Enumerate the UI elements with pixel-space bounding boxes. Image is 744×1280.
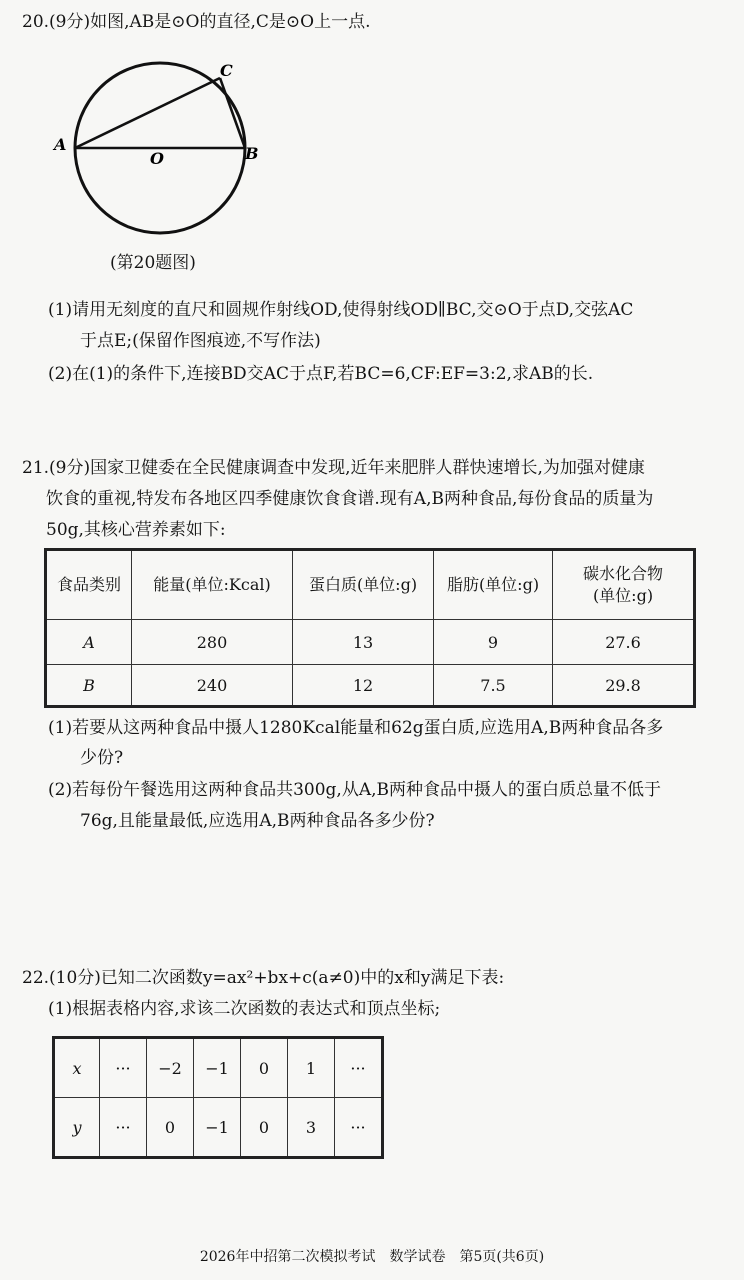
header-cell: 蛋白质(单位:g) [293, 550, 434, 620]
q20-part2: (2)在(1)的条件下,连接BD交AC于点F,若BC=6,CF:EF=3:2,求AB的长. [48, 364, 594, 384]
table-cell: ··· [100, 1038, 147, 1098]
table-cell: 27.6 [553, 620, 695, 665]
header-cell: 能量(单位:Kcal) [132, 550, 293, 620]
q21-line3: 50g,其核心营养素如下: [46, 520, 226, 540]
q21-line1: 21.(9分)国家卫健委在全民健康调查中发现,近年来肥胖人群快速增长,为加强对健康 [22, 458, 645, 478]
nutrition-table [44, 548, 696, 708]
q21-part2-line2: 76g,且能量最低,应选用A,B两种食品各多少份? [80, 811, 435, 831]
q21-part2-line1: (2)若每份午餐选用这两种食品共300g,从A,B两种食品中摄人的蛋白质总量不低于 [48, 780, 661, 800]
table-row-y [54, 1098, 383, 1158]
q20-part1-line1: (1)请用无刻度的直尺和圆规作射线OD,使得射线OD∥BC,交⊙O于点D,交弦AC [48, 300, 634, 320]
q22-header: 22.(10分)已知二次函数y=ax²+bx+c(a≠0)中的x和y满足下表: [22, 968, 505, 988]
table-cell: 1 [288, 1038, 335, 1098]
table-cell: −2 [147, 1038, 194, 1098]
table-cell: 9 [434, 620, 553, 665]
chord-ac [75, 78, 220, 148]
table-cell: 29.8 [553, 665, 695, 707]
label-b: B [245, 144, 259, 163]
q21-line2: 饮食的重视,特发布各地区四季健康饮食食谱.现有A,B两种食品,每份食品的质量为 [46, 489, 654, 509]
y-label: y [54, 1098, 100, 1158]
table-cell: 0 [147, 1098, 194, 1158]
page-footer: 2026年中招第二次模拟考试 数学试卷 第5页(共6页) [199, 1249, 545, 1265]
table-cell: 7.5 [434, 665, 553, 707]
header-cell-line2: (单位:g) [592, 586, 654, 605]
table-row [46, 665, 695, 707]
q21-part1-line1: (1)若要从这两种食品中摄人1280Kcal能量和62g蛋白质,应选用A,B两种食品各多 [48, 718, 664, 738]
table-cell: 13 [293, 620, 434, 665]
x-label: x [54, 1038, 100, 1098]
table-cell: −1 [194, 1038, 241, 1098]
q20-part1-line2: 于点E;(保留作图痕迹,不写作法) [80, 331, 321, 351]
table-cell: −1 [194, 1098, 241, 1158]
circle-figure [40, 46, 280, 246]
q21-part1-line2: 少份? [80, 748, 124, 768]
table-cell: 280 [132, 620, 293, 665]
table-cell: 0 [241, 1038, 288, 1098]
header-cell-line1: 碳水化合物 [582, 564, 663, 583]
table-cell: 12 [293, 665, 434, 707]
xy-table [52, 1036, 384, 1159]
table-cell: ··· [100, 1098, 147, 1158]
table-cell: 240 [132, 665, 293, 707]
table-cell: ··· [335, 1038, 383, 1098]
figure-caption: (第20题图) [110, 253, 196, 273]
table-cell: B [46, 665, 132, 707]
chord-bc [220, 78, 245, 148]
label-c: C [220, 61, 233, 80]
header-cell: 脂肪(单位:g) [434, 550, 553, 620]
table-cell: 0 [241, 1098, 288, 1158]
label-o: O [150, 149, 164, 168]
header-cell [553, 550, 695, 620]
table-cell: 3 [288, 1098, 335, 1158]
table-cell: ··· [335, 1098, 383, 1158]
header-cell: 食品类别 [46, 550, 132, 620]
q20-header: 20.(9分)如图,AB是⊙O的直径,C是⊙O上一点. [22, 12, 371, 32]
table-header-row [46, 550, 695, 620]
table-cell: A [46, 620, 132, 665]
table-row [46, 620, 695, 665]
table-row-x [54, 1038, 383, 1098]
q22-part1: (1)根据表格内容,求该二次函数的表达式和顶点坐标; [48, 999, 441, 1019]
label-a: A [54, 135, 67, 154]
